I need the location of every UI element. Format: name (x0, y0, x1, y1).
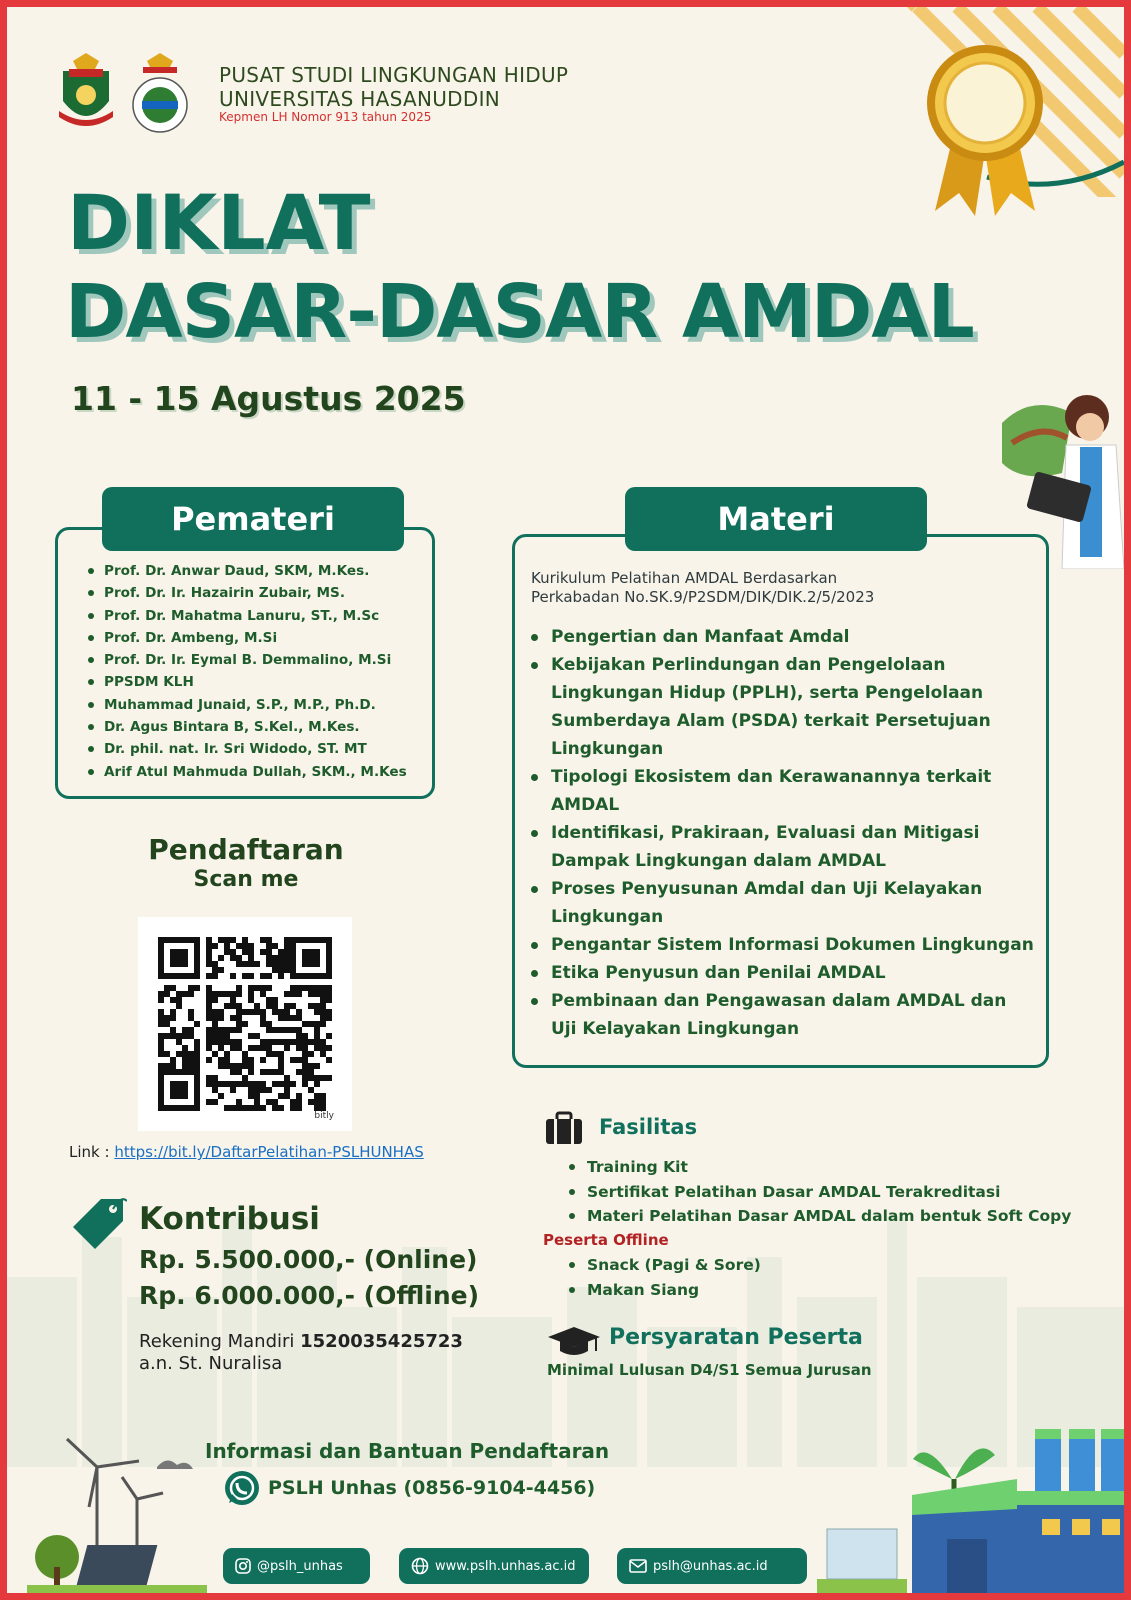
speaker-item: Dr. phil. nat. Ir. Sri Widodo, ST. MT (86, 738, 407, 760)
qr-code[interactable] (138, 917, 352, 1131)
title-line1: DIKLAT (67, 178, 371, 267)
facility-item: Materi Pelatihan Dasar AMDAL dalam bentuk Soft Copy (565, 1204, 1071, 1229)
email-pill[interactable] (617, 1548, 807, 1584)
price-online: Rp. 5.500.000,- (Online) (139, 1245, 478, 1274)
whatsapp-contact[interactable]: PSLH Unhas (0856-9104-4456) (268, 1477, 596, 1499)
facility-item: Makan Siang (565, 1278, 761, 1303)
speaker-item: PPSDM KLH (86, 671, 407, 693)
materi-item: Identifikasi, Prakiraan, Evaluasi dan Mitigasi Dampak Lingkungan dalam AMDAL (529, 819, 1034, 875)
graduation-cap-icon (547, 1325, 601, 1357)
materi-item: Proses Penyusunan Amdal dan Uji Kelayakan Lingkungan (529, 875, 1034, 931)
mail-icon (629, 1559, 647, 1573)
materi-list (529, 623, 1034, 1043)
instagram-pill[interactable] (223, 1548, 370, 1584)
materi-intro-line1: Kurikulum Pelatihan AMDAL Berdasarkan (531, 569, 838, 587)
qr-code-pattern (138, 917, 352, 1131)
website-url: www.pslh.unhas.ac.id (435, 1558, 576, 1574)
materi-heading: Materi (625, 487, 927, 551)
materi-item: Etika Penyusun dan Penilai AMDAL (529, 959, 1034, 987)
speaker-item: Arif Atul Mahmuda Dullah, SKM., M.Kes (86, 761, 407, 783)
materi-item: Pembinaan dan Pengawasan dalam AMDAL dan Uji Kelayakan Lingkungan (529, 987, 1034, 1043)
speaker-item: Muhammad Junaid, S.P., M.P., Ph.D. (86, 694, 407, 716)
title-line2: DASAR-DASAR AMDAL (65, 269, 974, 355)
fasilitas-list (565, 1155, 1071, 1229)
speaker-item: Prof. Dr. Ambeng, M.Si (86, 627, 407, 649)
gold-medal-icon (925, 41, 1045, 216)
website-pill[interactable] (399, 1548, 589, 1584)
org-name-line1: PUSAT STUDI LINGKUNGAN HIDUP (219, 63, 569, 87)
registration-sub: Scan me (193, 867, 299, 892)
briefcase-icon (545, 1111, 583, 1145)
price-tag-icon (71, 1195, 127, 1251)
speaker-item: Prof. Dr. Mahatma Lanuru, ST., M.Sc (86, 605, 407, 627)
facility-item: Training Kit (565, 1155, 1071, 1180)
qr-brand: bitly (314, 1111, 334, 1121)
persyaratan-heading: Persyaratan Peserta (609, 1325, 863, 1350)
price-offline: Rp. 6.000.000,- (Offline) (139, 1281, 480, 1310)
wind-solar-illustration (27, 1427, 207, 1600)
kontribusi-heading: Kontribusi (139, 1201, 320, 1237)
speaker-item: Prof. Dr. Anwar Daud, SKM, M.Kes. (86, 560, 407, 582)
registration-link[interactable]: https://bit.ly/DaftarPelatihan-PSLHUNHAS (114, 1143, 424, 1161)
event-date: 11 - 15 Agustus 2025 (71, 379, 466, 418)
link-label: Link : (69, 1143, 115, 1161)
fasilitas-heading: Fasilitas (599, 1115, 698, 1139)
bank-account (139, 1331, 463, 1352)
whatsapp-icon (223, 1469, 261, 1507)
materi-item: Kebijakan Perlindungan dan Pengelolaan Lingkungan Hidup (PPLH), serta Pengelolaan Sumberdaya Alam (PSDA) terkait Persetujuan Lingkungan (529, 651, 1034, 763)
offline-heading: Peserta Offline (543, 1231, 669, 1249)
instagram-icon (235, 1558, 251, 1574)
facility-item: Sertifikat Pelatihan Dasar AMDAL Terakreditasi (565, 1180, 1071, 1205)
pemateri-heading: Pemateri (102, 487, 404, 551)
materi-intro (531, 569, 874, 607)
bank-prefix: Rekening Mandiri (139, 1331, 301, 1352)
pslh-logo (129, 49, 191, 135)
materi-item: Tipologi Ekosistem dan Kerawanannya terkait AMDAL (529, 763, 1034, 819)
offline-facility-list (565, 1253, 761, 1302)
instagram-handle: @pslh_unhas (257, 1558, 343, 1574)
materi-intro-line2: Perkabadan No.SK.9/P2SDM/DIK/DIK.2/5/2023 (531, 588, 875, 606)
email-address: pslh@unhas.ac.id (653, 1558, 768, 1574)
unhas-logo (55, 51, 117, 131)
factory-illustration (817, 1419, 1124, 1600)
persyaratan-text: Minimal Lulusan D4/S1 Semua Jurusan (547, 1361, 872, 1379)
speaker-item: Dr. Agus Bintara B, S.Kel., M.Kes. (86, 716, 407, 738)
speaker-item: Prof. Dr. Ir. Hazairin Zubair, MS. (86, 582, 407, 604)
materi-box (512, 534, 1049, 1068)
pemateri-box (55, 527, 435, 799)
org-name-line2: UNIVERSITAS HASANUDDIN (219, 87, 501, 111)
account-number: 1520035425723 (300, 1331, 463, 1352)
materi-item: Pengantar Sistem Informasi Dokumen Lingkungan (529, 931, 1034, 959)
account-name: a.n. St. Nuralisa (139, 1353, 283, 1374)
registration-heading: Pendaftaran (148, 833, 344, 866)
org-decree: Kepmen LH Nomor 913 tahun 2025 (219, 110, 432, 124)
facility-item: Snack (Pagi & Sore) (565, 1253, 761, 1278)
pemateri-list (86, 560, 407, 783)
speaker-item: Prof. Dr. Ir. Eymal B. Demmalino, M.Si (86, 649, 407, 671)
globe-icon (411, 1557, 429, 1575)
contact-heading: Informasi dan Bantuan Pendaftaran (205, 1439, 610, 1463)
registration-link-row (69, 1143, 424, 1161)
materi-item: Pengertian dan Manfaat Amdal (529, 623, 1034, 651)
